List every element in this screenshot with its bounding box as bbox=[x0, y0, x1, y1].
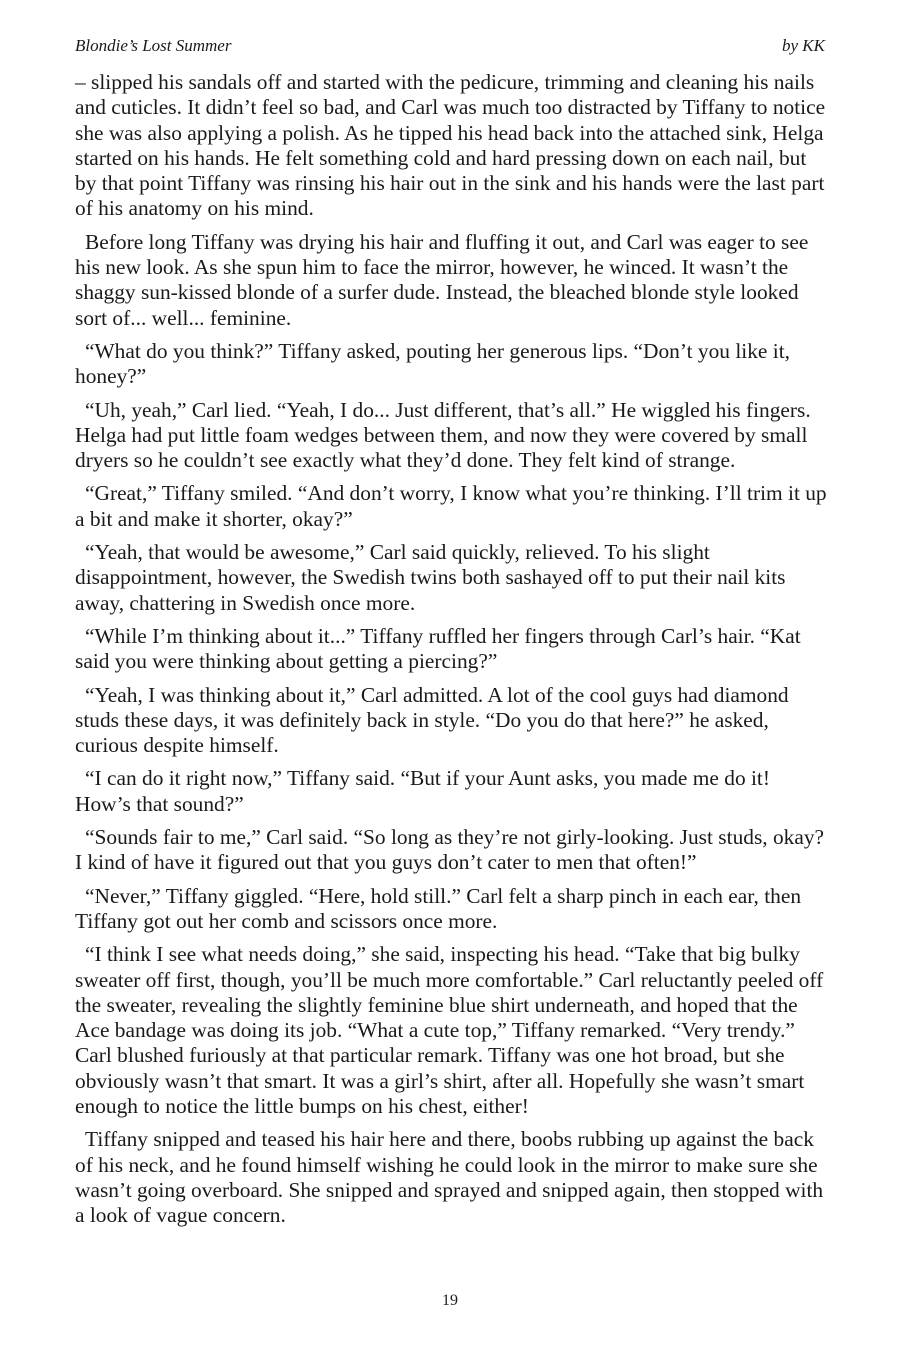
paragraph: “While I’m thinking about it...” Tiffany ruffled her fingers through Carl’s hair. “Kat said you were thinking about getting a piercing?” bbox=[75, 623, 801, 674]
body-text bbox=[75, 70, 827, 1236]
author-credit: by KK bbox=[782, 36, 825, 55]
paragraph: “Uh, yeah,” Carl lied. “Yeah, I do... Just different, that’s all.” He wiggled his fingers. Helga had put little foam wedges between them, and now they were covered by small dryers so he couldn’t see exactly what they’d done. They felt kind of strange. bbox=[75, 397, 811, 473]
paragraph: – slipped his sandals off and started with the pedicure, trimming and cleaning his nails and cuticles. It didn’t feel so bad, and Carl was much too distracted by Tiffany to notice she was also applying a polish. As he tipped his head back into the attached sink, Helga started on his hands. He felt something cold and hard pressing down on each nail, but by that point Tiffany was rinsing his hair out in the sink and his hands were the last part of his anatomy on his mind. bbox=[75, 70, 826, 221]
paragraph: Before long Tiffany was drying his hair and fluffing it out, and Carl was eager to see his new look. As she spun him to face the mirror, however, he winced. It wasn’t the shaggy sun-kissed blonde of a surfer dude. Instead, the bleached blonde style looked sort of... well... feminine. bbox=[75, 229, 809, 330]
page-number: 19 bbox=[442, 1292, 458, 1309]
paragraph: “Never,” Tiffany giggled. “Here, hold still.” Carl felt a sharp pinch in each ear, then Tiffany got out her comb and scissors once more. bbox=[75, 883, 802, 933]
paragraph: Tiffany snipped and teased his hair here and there, boobs rubbing up against the back of his neck, and he found himself wishing he could look in the mirror to make sure she wasn’t going overboard. She snipped and sprayed and snipped again, then stopped with a look of vague concern. bbox=[75, 1127, 824, 1228]
paragraph: “What do you think?” Tiffany asked, pouting her generous lips. “Don’t you like it, honey?” bbox=[75, 338, 790, 389]
paragraph: “I can do it right now,” Tiffany said. “But if your Aunt asks, you made me do it! How’s that sound?” bbox=[75, 766, 770, 816]
running-head bbox=[75, 36, 825, 58]
paragraph: “Great,” Tiffany smiled. “And don’t worry, I know what you’re thinking. I’ll trim it up a bit and make it shorter, okay?” bbox=[75, 481, 827, 531]
paragraph: “Yeah, that would be awesome,” Carl said quickly, relieved. To his slight disappointment, however, the Swedish twins both sashayed off to put their nail kits away, chattering in Swedish once more. bbox=[75, 540, 786, 615]
paragraph: “Sounds fair to me,” Carl said. “So long as they’re not girly-looking. Just studs, okay? I kind of have it figured out that you guys don’t cater to men that often!” bbox=[75, 825, 825, 875]
book-title: Blondie’s Lost Summer bbox=[75, 36, 232, 55]
paragraph: “I think I see what needs doing,” she said, inspecting his head. “Take that big bulky sweater off first, though, you’ll be much more comfortable.” Carl reluctantly peeled off the sweater, revealing the slightly feminine blue shirt underneath, and hoped that the Ace bandage was doing its job. “What a cute top,” Tiffany remarked. “Very trendy.” Carl blushed furiously at that particular remark. Tiffany was one hot broad, but she obviously wasn’t that smart. It was a girl’s shirt, after all. Hopefully she wasn’t smart enough to notice the little bumps on his chest, either! bbox=[75, 942, 824, 1118]
paragraph: “Yeah, I was thinking about it,” Carl admitted. A lot of the cool guys had diamond studs these days, it was definitely back in style. “Do you do that here?” he asked, curious despite himself. bbox=[75, 682, 789, 758]
